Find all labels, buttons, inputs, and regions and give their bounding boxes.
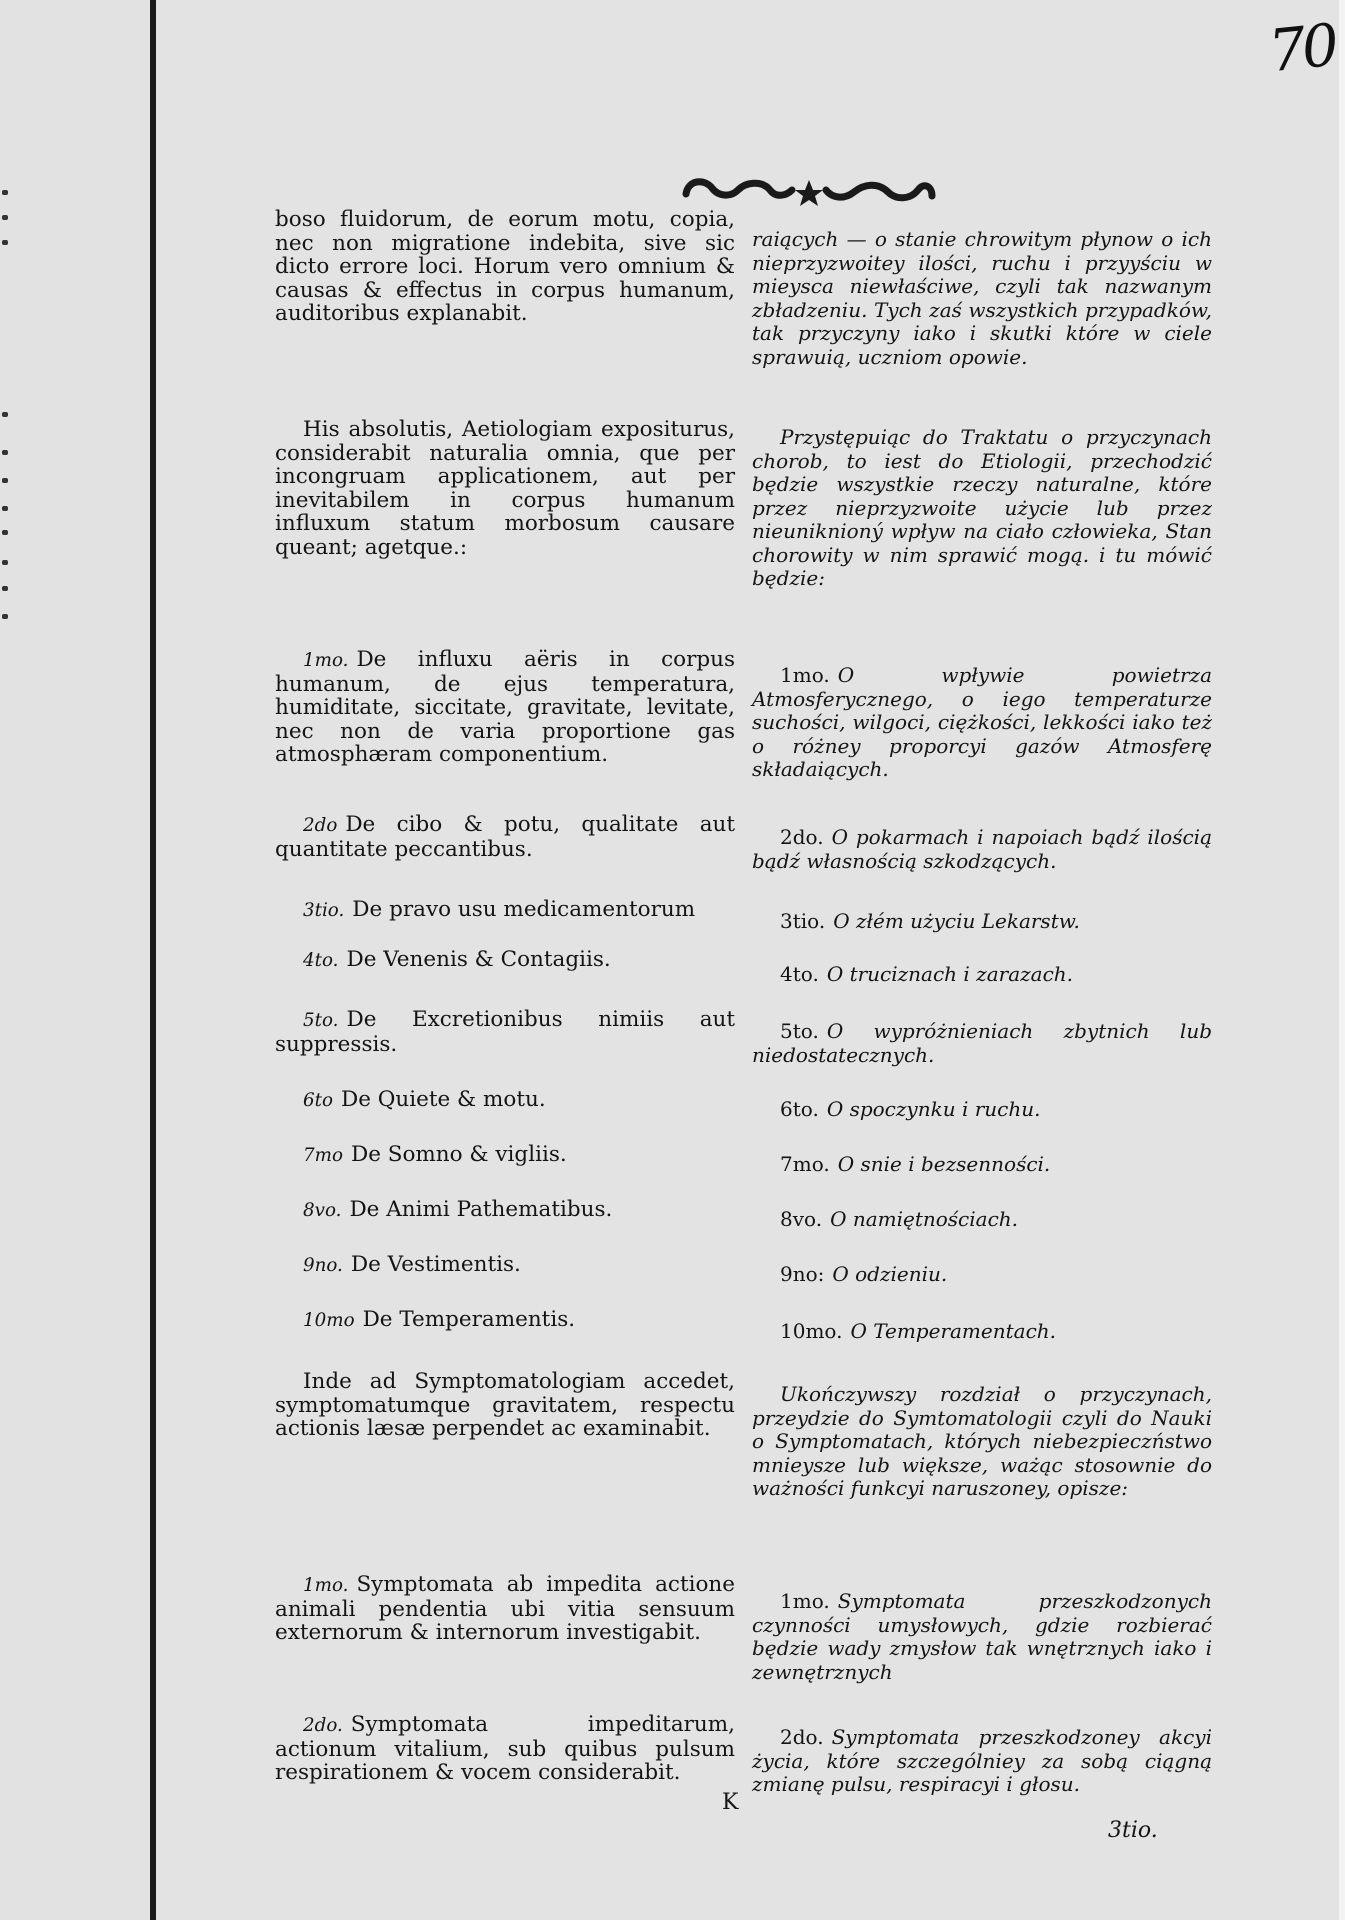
item-text: O namiętnościach. xyxy=(830,1207,1019,1231)
item-label: 6to xyxy=(303,1090,333,1111)
polish-cause-item xyxy=(752,1263,1212,1287)
item-text: De Vestimentis. xyxy=(350,1252,521,1277)
item-label: 3tio. xyxy=(780,909,826,933)
item-text: Symptomata ab impedita actione animali pendentia ubi vitia sensuum externorum & internorum investigabit. xyxy=(275,1572,735,1645)
item-text: De Quiete & motu. xyxy=(340,1087,546,1112)
item-text: O Temperamentach. xyxy=(850,1319,1057,1343)
item-label: 10mo xyxy=(303,1310,355,1331)
polish-cause-item xyxy=(752,664,1212,782)
item-label: 2do. xyxy=(780,1725,824,1749)
item-text: De Temperamentis. xyxy=(362,1307,576,1332)
item-text: Symptomata przeszkodzoney akcyi życia, które szczególniey za sobą ciągną zmianę pulsu, respiracyi i głosu. xyxy=(752,1725,1212,1796)
item-label: 5to. xyxy=(303,1010,339,1031)
polish-cause-item xyxy=(752,1020,1212,1067)
item-text: O wpływie powietrza Atmosferycznego, o iego temperaturze suchości, wilgoci, ciężkości, lekkości iako też o różney proporcyi gazów Atmosferę składaiących. xyxy=(752,663,1212,781)
item-label: 10mo. xyxy=(780,1319,843,1343)
item-label: 3tio. xyxy=(303,900,345,921)
polish-cause-item xyxy=(752,910,1212,934)
polish-symptomatology-paragraph: Ukończywszy rozdział o przyczynach, przeydzie do Symtomatologii czyli do Nauki o Symptomatach, których niebezpieczństwo mnieysze lub większe, ważąc stosownie do ważności funkcyi naruszoney, opisze: xyxy=(752,1382,1212,1500)
item-text: De influxu aëris in corpus humanum, de ejus temperatura, humiditate, siccitate, gravitate, levitate, nec non de varia proportione gas atmosphæram componentium. xyxy=(275,647,735,767)
latin-symptom-item xyxy=(275,1573,735,1645)
item-label: 4to. xyxy=(303,950,339,971)
latin-intro-paragraph: boso fluidorum, de eorum motu, copia, nec non migratione indebita, sive sic dicto errore loci. Horum vero omnium & causas & effectus in corpus humanum, auditoribus explanabit. xyxy=(275,207,735,326)
polish-cause-item xyxy=(752,963,1212,987)
polish-aetiology-paragraph: Przystępuiąc do Traktatu o przyczynach chorob, to iest do Etiologii, przechodzić będzie wszystkie rzeczy naturalne, które przez nieprzyzwoite użycie lub przez nieuniknioný wpływ na ciało człowieka, Stan chorowity w nim sprawić mogą. i tu mówić będzie: xyxy=(752,425,1212,590)
item-text: O pokarmach i napoiach bądź ilością bądź własnością szkodzących. xyxy=(752,825,1212,873)
item-label: 6to. xyxy=(780,1097,819,1121)
item-text: De cibo & potu, qualitate aut quantitate peccantibus. xyxy=(275,812,735,862)
latin-aetiology-paragraph: His absolutis, Aetiologiam expositurus, considerabit naturalia omnia, que per incongruam applicationem, aut per inevitabilem in corpus humanum influxum statum morbosum causare queant; agetque.: xyxy=(275,417,735,560)
polish-symptom-item xyxy=(752,1726,1212,1797)
item-label: 8vo. xyxy=(780,1207,823,1231)
item-label: 2do. xyxy=(303,1715,343,1736)
latin-cause-item xyxy=(275,948,735,973)
page-edge xyxy=(1339,0,1345,1920)
item-text: De Animi Pathematibus. xyxy=(349,1197,613,1222)
latin-symptom-item xyxy=(275,1713,735,1785)
latin-cause-item xyxy=(275,813,735,861)
item-label: 9no: xyxy=(780,1262,825,1286)
catchword: 3tio. xyxy=(1108,1818,1158,1843)
polish-cause-item xyxy=(752,826,1212,873)
polish-cause-item xyxy=(752,1153,1212,1177)
latin-cause-item xyxy=(275,1308,735,1333)
latin-cause-item xyxy=(275,1253,735,1278)
item-text: Symptomata przeszkodzonych czynności umysłowych, gdzie rozbierać będzie wady zmysłow tak wnętrznych iako i zewnętrznych xyxy=(752,1589,1212,1684)
item-label: 1mo. xyxy=(780,1589,830,1613)
polish-cause-item xyxy=(752,1208,1212,1232)
item-label: 2do xyxy=(303,815,338,836)
item-text: De pravo usu medicamentorum xyxy=(352,897,696,922)
signature-mark: K xyxy=(722,1790,739,1815)
item-label: 7mo xyxy=(303,1145,343,1166)
polish-intro-paragraph: raiących — o stanie chrowitym płynow o ich nieprzyzwoitey ilości, ruchu i przyyściu w mieysca niewłaściwe, czyli tak nazwanym zbładzeniu. Tych zaś wszystkich przypadków, tak przyczyny iako i skutki które w ciele sprawuią, uczniom opowie. xyxy=(752,227,1212,369)
item-text: De Excretionibus nimiis aut suppressis. xyxy=(275,1007,735,1057)
latin-cause-item xyxy=(275,1198,735,1223)
item-label: 2do. xyxy=(780,825,824,849)
latin-symptomatology-paragraph: Inde ad Symptomatologiam accedet, symptomatumque gravitatem, respectu actionis læsæ perpendet ac examinabit. xyxy=(275,1369,735,1441)
item-label: 9no. xyxy=(303,1255,343,1276)
polish-symptom-item xyxy=(752,1590,1212,1684)
facing-page-bleed-marks xyxy=(2,0,12,1920)
item-text: O truciznach i zarazach. xyxy=(826,962,1074,986)
item-label: 7mo. xyxy=(780,1152,830,1176)
item-text: Symptomata impeditarum, actionum vitalium, sub quibus pulsum respirationem & vocem considerabit. xyxy=(275,1712,735,1785)
item-label: 4to. xyxy=(780,962,819,986)
facing-page-margin xyxy=(0,0,152,1920)
item-label: 8vo. xyxy=(303,1200,342,1221)
latin-cause-item xyxy=(275,648,735,767)
polish-cause-item xyxy=(752,1098,1212,1122)
latin-cause-item xyxy=(275,1088,735,1113)
item-text: O spoczynku i ruchu. xyxy=(826,1097,1041,1121)
item-text: De Venenis & Contagiis. xyxy=(346,947,611,972)
item-text: O złém użyciu Lekarstw. xyxy=(833,909,1080,933)
item-label: 1mo. xyxy=(303,650,349,671)
item-label: 5to. xyxy=(780,1019,819,1043)
item-label: 1mo. xyxy=(303,1575,349,1596)
ornament-icon xyxy=(678,172,940,212)
item-text: O snie i bezsenności. xyxy=(837,1152,1051,1176)
latin-cause-item xyxy=(275,1143,735,1168)
item-text: O odzieniu. xyxy=(832,1262,948,1286)
polish-cause-item xyxy=(752,1320,1212,1344)
item-label: 1mo. xyxy=(780,663,830,687)
latin-cause-item xyxy=(275,898,735,923)
latin-cause-item xyxy=(275,1008,735,1056)
item-text: De Somno & vigliis. xyxy=(350,1142,567,1167)
item-text: O wypróżnieniach zbytnich lub niedostatecznych. xyxy=(752,1019,1212,1067)
folio-number: 70 xyxy=(1265,10,1339,86)
